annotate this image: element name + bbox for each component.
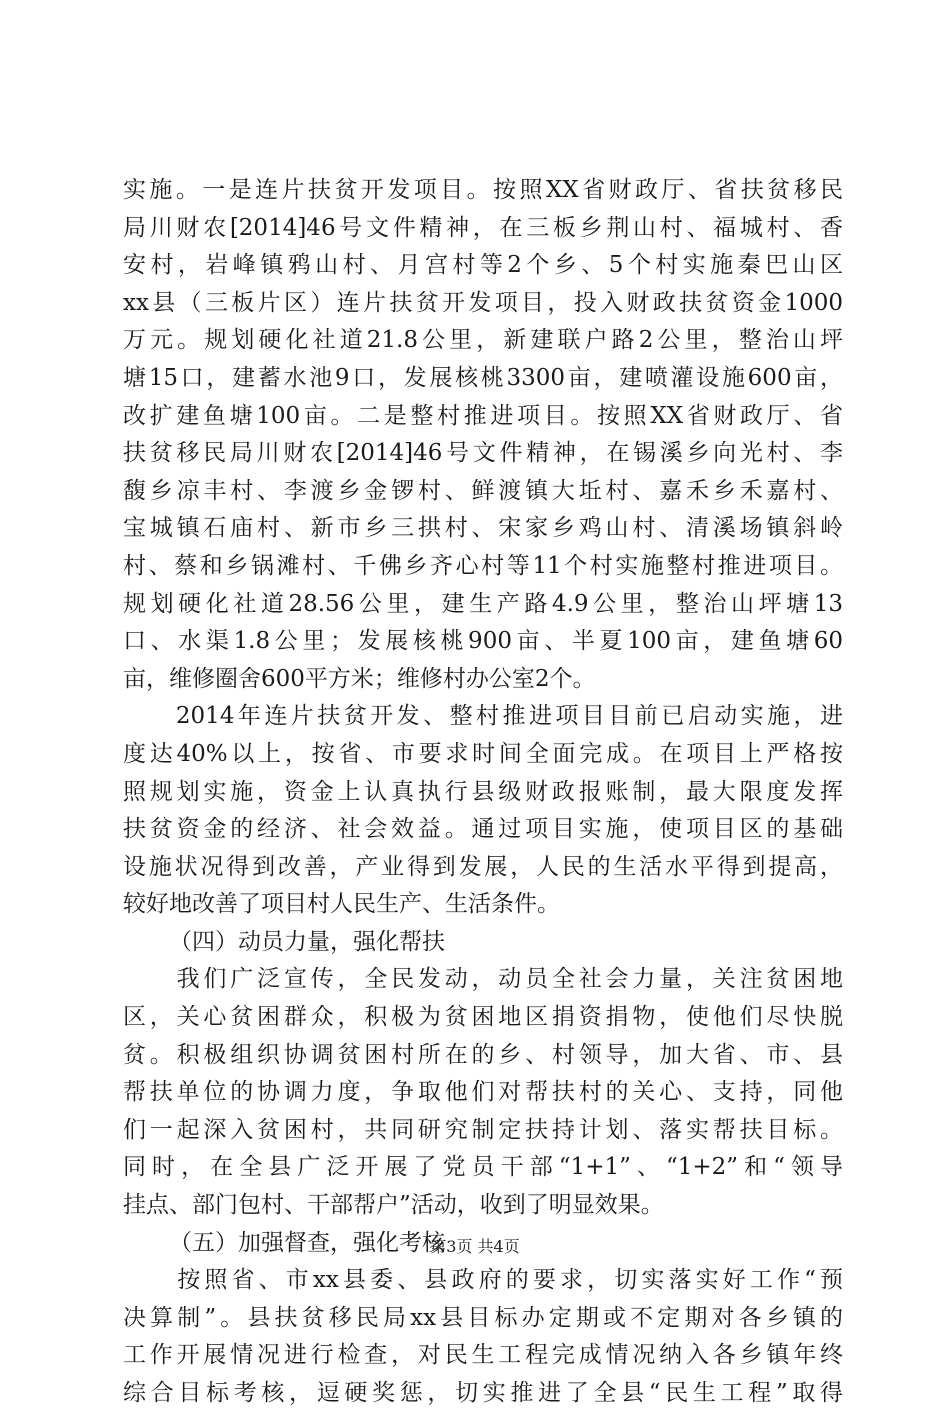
section-heading: （五）加强督查，强化考核 (169, 1229, 445, 1256)
text-line: 区，关心贫困群众，积极为贫困地区捐资捐物，使他们尽快脱 (123, 1004, 843, 1031)
text-line: 口、水渠1.8公里；发展核桃900亩、半夏100亩，建鱼塘60 (123, 628, 843, 655)
text-line: 按照省、市xx县委、县政府的要求，切实落实好工作“预 (123, 1267, 843, 1294)
text-line: 同时，在全县广泛开展了党员干部“1+1”、“1+2”和“领导 (123, 1154, 843, 1181)
text-line: 帮扶单位的协调力度，争取他们对帮扶村的关心、支持，同他 (123, 1079, 843, 1106)
text-line: 安村，岩峰镇鸦山村、月宫村等2个乡、5个村实施秦巴山区 (123, 252, 843, 279)
text-line: 综合目标考核，逗硬奖惩，切实推进了全县“民生工程”取得 (123, 1380, 843, 1406)
text-line: 设施状况得到改善，产业得到发展，人民的生活水平得到提高， (123, 853, 843, 880)
text-line: 实施。一是连片扶贫开发项目。按照XX省财政厅、省扶贫移民 (123, 177, 843, 203)
text-line: 决算制”。县扶贫移民局xx县目标办定期或不定期对各乡镇的 (123, 1304, 843, 1331)
page-footer: 第3页 共4页 (430, 1237, 520, 1256)
text-line: 塘15口，建蓄水池9口，发展核桃3300亩，建喷灌设施600亩， (123, 364, 843, 391)
section-heading: （四）动员力量，强化帮扶 (169, 928, 445, 955)
text-line: 度达40%以上，按省、市要求时间全面完成。在项目上严格按 (123, 740, 843, 767)
text-line: 2014年连片扶贫开发、整村推进项目目前已启动实施，进 (123, 703, 843, 730)
document-body (123, 172, 843, 1413)
text-line: 挂点、部门包村、干部帮户”活动，收到了明显效果。 (123, 1192, 664, 1219)
text-line: 较好地改善了项目村人民生产、生活条件。 (123, 891, 560, 918)
text-line: 我们广泛宣传，全民发动，动员全社会力量，关注贫困地 (123, 966, 843, 993)
text-line: 村、蔡和乡锅滩村、千佛乡齐心村等11个村实施整村推进项目。 (123, 552, 843, 579)
text-line: 们一起深入贫困村，共同研究制定扶持计划、落实帮扶目标。 (123, 1116, 843, 1143)
text-line: 扶贫资金的经济、社会效益。通过项目实施，使项目区的基础 (123, 816, 843, 843)
text-line: 局川财农[2014]46号文件精神，在三板乡荆山村、福城村、香 (123, 214, 843, 241)
text-line: 万元。规划硬化社道21.8公里，新建联户路2公里，整治山坪 (123, 327, 843, 354)
text-line: 工作开展情况进行检查，对民生工程完成情况纳入各乡镇年终 (123, 1342, 843, 1369)
text-line: xx县（三板片区）连片扶贫开发项目，投入财政扶贫资金1000 (123, 289, 843, 316)
text-line: 照规划实施，资金上认真执行县级财政报账制，最大限度发挥 (123, 778, 843, 805)
text-line: 扶贫移民局川财农[2014]46号文件精神，在锡溪乡向光村、李 (123, 440, 843, 467)
text-line: 规划硬化社道28.56公里，建生产路4.9公里，整治山坪塘13 (123, 590, 843, 617)
text-line: 改扩建鱼塘100亩。二是整村推进项目。按照XX省财政厅、省 (123, 402, 843, 429)
text-line: 宝城镇石庙村、新市乡三拱村、宋家乡鸡山村、清溪场镇斜岭 (123, 515, 843, 542)
text-line: 馥乡凉丰村、李渡乡金锣村、鲜渡镇大坵村、嘉禾乡禾嘉村、 (123, 477, 843, 504)
text-line: 亩，维修圈舍600平方米；维修村办公室2个。 (123, 665, 596, 692)
text-line: 贫。积极组织协调贫困村所在的乡、村领导，加大省、市、县 (123, 1041, 843, 1068)
